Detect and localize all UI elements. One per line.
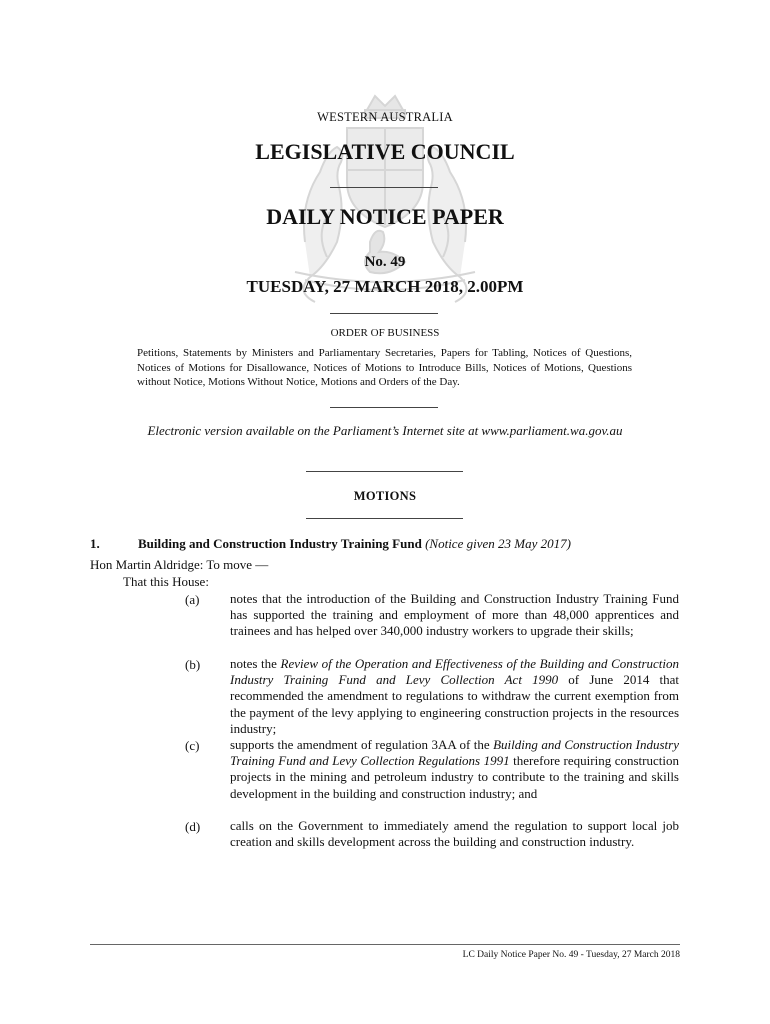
divider	[306, 518, 463, 519]
divider	[330, 407, 438, 408]
clause-text-part: supports the amendment of regulation 3AA of the	[230, 737, 494, 752]
motion-number: 1.	[90, 536, 100, 551]
clause-label: (a)	[185, 592, 200, 607]
clause-text-part: notes the	[230, 656, 281, 671]
clause-text: notes that the introduction of the Building and Construction Industry Training Fund has supported the training and employment of more than 48,000 apprentices and trainees and has helped over 340,000 industry workers to upgrade their skills;	[230, 591, 679, 639]
clause-text	[230, 656, 679, 737]
motion-mover: Hon Martin Aldridge: To move —	[90, 557, 269, 572]
clause-label: (b)	[185, 657, 201, 672]
footer-rule	[90, 944, 680, 945]
state-heading: WESTERN AUSTRALIA	[317, 110, 453, 124]
order-of-business-heading: ORDER OF BUSINESS	[330, 327, 440, 339]
clause-label: (c)	[185, 738, 200, 753]
council-title: LEGISLATIVE COUNCIL	[255, 139, 515, 164]
clause-text	[230, 737, 679, 802]
divider	[330, 313, 438, 314]
motion-intro: That this House:	[123, 574, 209, 589]
clause-label: (d)	[185, 819, 201, 834]
divider	[330, 187, 438, 188]
order-of-business-text: Petitions, Statements by Ministers and Parliamentary Secretaries, Papers for Tabling, Notices of Questions, Notices of Motions for Disallowance, Notices of Motions to Introduce Bills, Notices of Motions, Questions without Notice, Motions Without Notice, Motions and Orders of the Day.	[137, 347, 632, 388]
clause-text: calls on the Government to immediately amend the regulation to support local job creation and skills development across the building and construction industry.	[230, 818, 679, 850]
clause-text-part: therefore requiring construction projects in the mining and petroleum industry to contribute to the training and skills development in the building and construction industry; and	[230, 753, 679, 801]
clause-text-part: of June 2014 that recommended the amendment to regulations to withdraw the current exemption from the payment of the levy applying to engineering construction projects in the resources industry;	[230, 672, 679, 736]
motion-title-line	[138, 536, 571, 552]
page-title: DAILY NOTICE PAPER	[266, 204, 504, 229]
footer-text: LC Daily Notice Paper No. 49 - Tuesday, 27 March 2018	[462, 950, 680, 960]
paper-number: No. 49	[364, 254, 406, 270]
electronic-version-notice: Electronic version available on the Parliament’s Internet site at www.parliament.wa.gov.au	[147, 423, 623, 438]
motions-heading: MOTIONS	[353, 489, 417, 503]
motion-title: Building and Construction Industry Training Fund	[138, 536, 422, 551]
sitting-date: TUESDAY, 27 MARCH 2018, 2.00PM	[246, 277, 524, 296]
divider	[306, 471, 463, 472]
regulation-citation: Building and Construction Industry Training Fund and Levy Collection Regulations 1991	[230, 737, 680, 769]
motion-notice-date: (Notice given 23 May 2017)	[425, 536, 571, 551]
act-citation: Review of the Operation and Effectiveness of the Building and Construction Industry Training Fund and Levy Collection Act 1990	[230, 656, 679, 688]
